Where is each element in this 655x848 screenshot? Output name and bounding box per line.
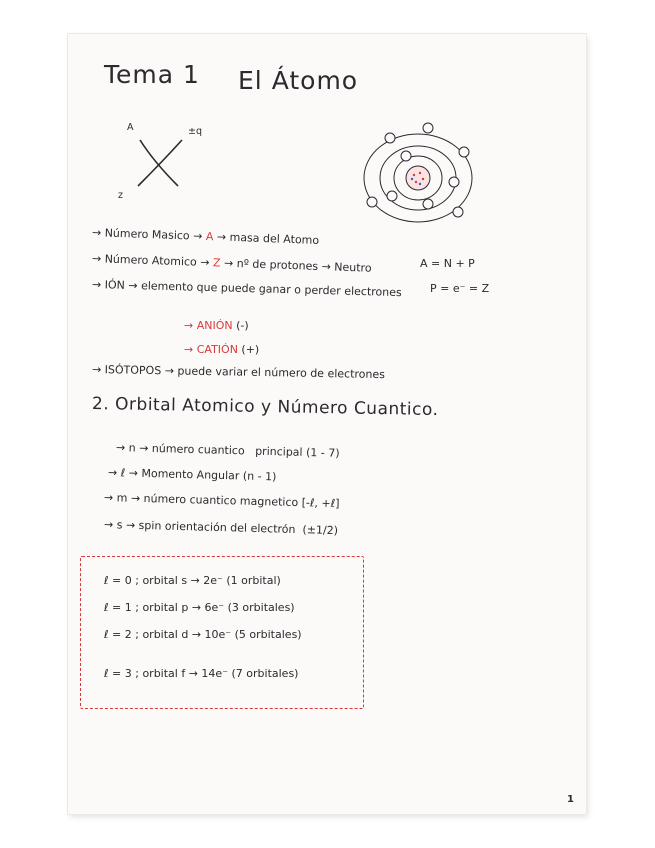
def-anion: → ANIÓN (-) bbox=[184, 319, 249, 332]
orbital-f: ℓ = 3 ; orbital f → 14e⁻ (7 orbitales) bbox=[104, 667, 299, 680]
formula-mass: A = N + P bbox=[420, 257, 475, 270]
section-2-title: 2. Orbital Atomico y Número Cuantico. bbox=[91, 394, 439, 421]
def-cation: → CATIÓN (+) bbox=[184, 343, 260, 356]
def-atomic-number: → Número Atomico → Z → nº de protones → Neutro bbox=[91, 252, 372, 275]
x-symbol-icon bbox=[132, 134, 188, 192]
orbital-p: ℓ = 1 ; orbital p → 6e⁻ (3 orbitales) bbox=[104, 601, 295, 614]
def-ion: → IÓN → elemento que puede ganar o perder electrones bbox=[91, 278, 402, 300]
page-title: El Átomo bbox=[238, 66, 359, 95]
notation-a: A bbox=[127, 122, 134, 133]
orbital-s: ℓ = 0 ; orbital s → 2e⁻ (1 orbital) bbox=[104, 574, 281, 587]
notation-z: z bbox=[118, 190, 123, 201]
quantum-l: → ℓ → Momento Angular (n - 1) bbox=[107, 466, 277, 484]
formula-atomic: P = e⁻ = Z bbox=[430, 282, 490, 295]
quantum-m: → m → número cuantico magnetico [-ℓ, +ℓ] bbox=[103, 491, 340, 511]
def-mass-number: → Número Masico → A → masa del Atomo bbox=[91, 226, 320, 247]
quantum-n: → n → número cuantico principal (1 - 7) bbox=[115, 441, 340, 460]
atom-diagram-icon bbox=[360, 118, 480, 230]
page-number: 1 bbox=[567, 794, 574, 805]
def-isotopes: → ISÓTOPOS → puede variar el número de electrones bbox=[91, 363, 386, 382]
notation-q: ±q bbox=[188, 126, 202, 137]
title-number: Tema 1 bbox=[104, 60, 200, 89]
quantum-s: → s → spin orientación del electrón (±1/2) bbox=[103, 518, 339, 538]
orbital-d: ℓ = 2 ; orbital d → 10e⁻ (5 orbitales) bbox=[104, 628, 302, 641]
